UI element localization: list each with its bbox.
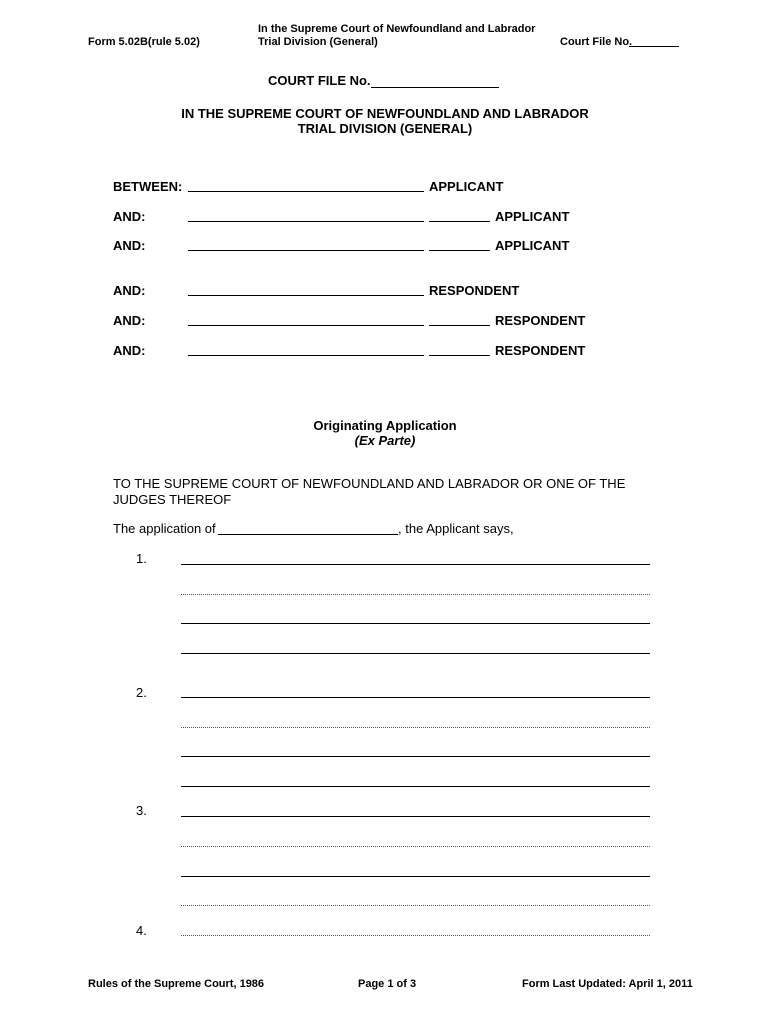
footer-last-updated: Form Last Updated: April 1, 2011	[522, 978, 693, 990]
item-line[interactable]	[181, 756, 650, 757]
court-file-field[interactable]	[371, 87, 499, 88]
item-line[interactable]	[181, 786, 650, 787]
party-role: APPLICANT	[429, 179, 504, 194]
party-role: RESPONDENT	[429, 283, 520, 298]
party-role: RESPONDENT	[495, 313, 586, 328]
party-name-field[interactable]	[188, 325, 424, 326]
party-prefix: AND:	[113, 283, 146, 298]
item-number: 4.	[136, 923, 147, 938]
item-number: 2.	[136, 685, 147, 700]
application-title: Originating Application	[313, 418, 457, 433]
form-number-label: Form 5.02B(rule 5.02)	[88, 36, 200, 48]
court-file-label: COURT FILE No.	[268, 73, 371, 88]
addressee-line2: JUDGES THEREOF	[113, 492, 232, 507]
item-line[interactable]	[181, 935, 650, 936]
header-court-line2: Trial Division (General)	[258, 36, 378, 48]
footer-rules-citation: Rules of the Supreme Court, 1986	[88, 978, 265, 990]
item-line[interactable]	[181, 623, 650, 624]
party-prefix: AND:	[113, 238, 146, 253]
application-intro-before: The application of	[113, 521, 216, 536]
party-extra-field[interactable]	[429, 250, 490, 251]
item-line[interactable]	[181, 727, 650, 728]
party-extra-field[interactable]	[429, 221, 490, 222]
party-extra-field[interactable]	[429, 355, 490, 356]
item-line[interactable]	[181, 653, 650, 654]
party-name-field[interactable]	[188, 355, 424, 356]
item-line[interactable]	[181, 697, 650, 698]
party-extra-field[interactable]	[429, 325, 490, 326]
item-line[interactable]	[181, 876, 650, 877]
addressee-line1: TO THE SUPREME COURT OF NEWFOUNDLAND AND LABRADOR OR ONE OF THE	[113, 476, 626, 491]
header-court-file-label: Court File No.	[560, 36, 633, 48]
party-prefix: AND:	[113, 209, 146, 224]
item-number: 3.	[136, 803, 147, 818]
item-number: 1.	[136, 551, 147, 566]
party-role: APPLICANT	[495, 238, 570, 253]
item-line[interactable]	[181, 846, 650, 847]
header-court-file-field[interactable]	[629, 46, 679, 47]
party-prefix: AND:	[113, 313, 146, 328]
application-intro-after: , the Applicant says,	[398, 521, 514, 536]
party-name-field[interactable]	[188, 221, 424, 222]
party-name-field[interactable]	[188, 191, 424, 192]
item-line[interactable]	[181, 564, 650, 565]
party-name-field[interactable]	[188, 250, 424, 251]
party-prefix: BETWEEN:	[113, 179, 183, 194]
party-prefix: AND:	[113, 343, 146, 358]
party-name-field[interactable]	[188, 295, 424, 296]
application-subtitle: (Ex Parte)	[354, 433, 416, 448]
division-heading: TRIAL DIVISION (GENERAL)	[297, 121, 473, 136]
footer-page-number: Page 1 of 3	[358, 978, 417, 990]
party-role: RESPONDENT	[495, 343, 586, 358]
applicant-name-field[interactable]	[218, 534, 398, 535]
item-line[interactable]	[181, 816, 650, 817]
item-line[interactable]	[181, 905, 650, 906]
header-court-line1: In the Supreme Court of Newfoundland and Labrador	[258, 23, 536, 35]
party-role: APPLICANT	[495, 209, 570, 224]
court-name-heading: IN THE SUPREME COURT OF NEWFOUNDLAND AND LABRADOR	[181, 106, 589, 121]
item-line[interactable]	[181, 594, 650, 595]
